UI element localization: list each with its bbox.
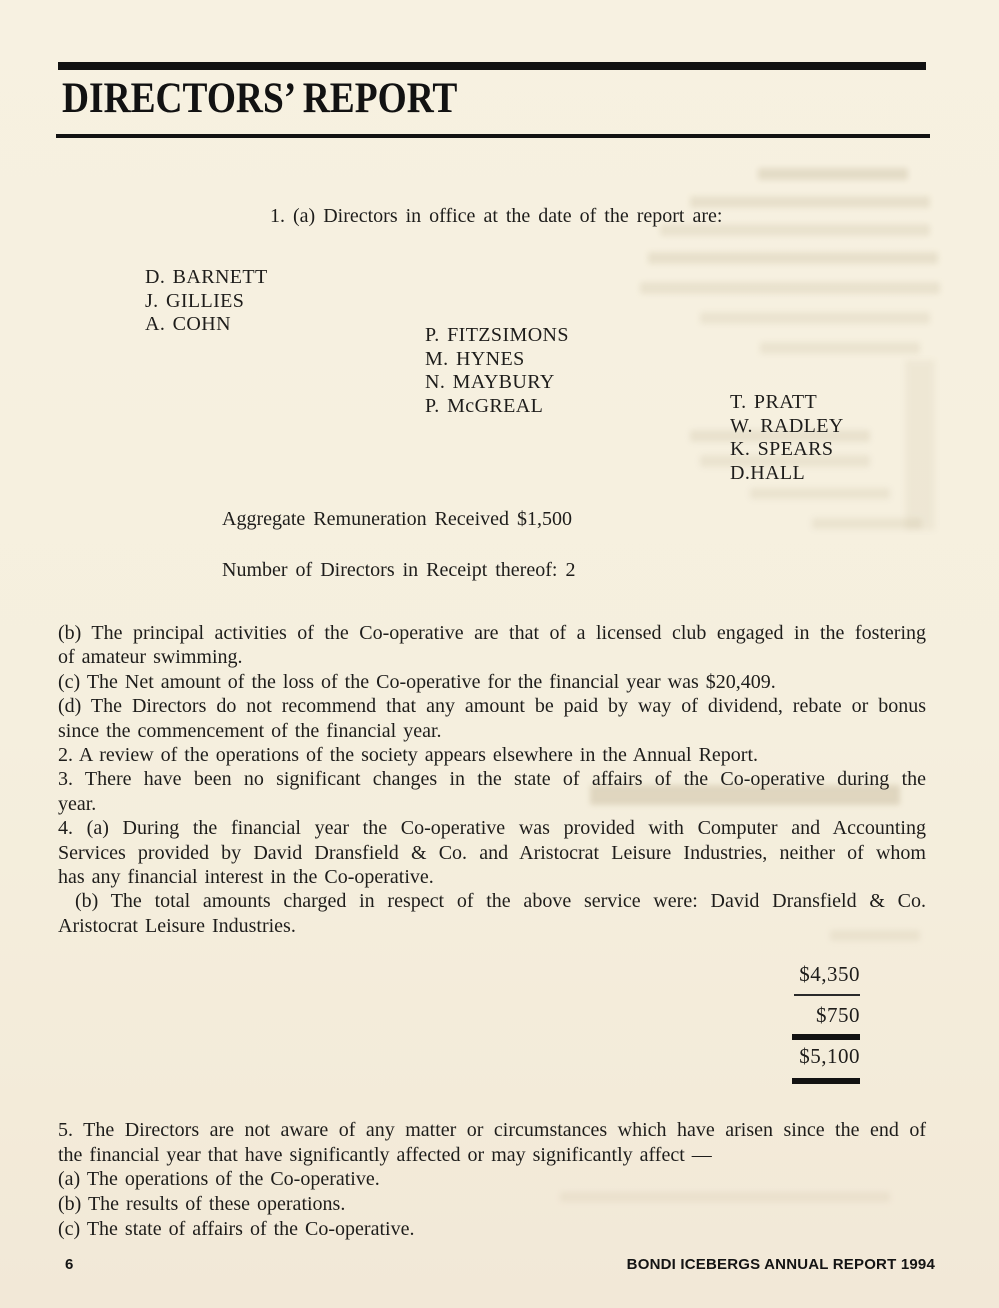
- director-name: M. HYNES: [425, 347, 525, 370]
- body-line: Services provided by David Dransfield & Co. and Aristocrat Leisure Industries, neither of whom: [58, 841, 926, 864]
- directors-in-office-line: 1. (a) Directors in office at the date of the report are:: [270, 205, 723, 227]
- body-line: of amateur swimming.: [58, 646, 243, 669]
- body-line: has any financial interest in the Co-operative.: [58, 866, 434, 889]
- director-name: N. MAYBURY: [425, 371, 555, 394]
- directors-column-3: [730, 391, 844, 485]
- bleed-through-artifact: [760, 342, 920, 354]
- amount-aristocrat: $750: [816, 1003, 860, 1027]
- director-name: J. GILLIES: [145, 289, 245, 312]
- body-line: 2. A review of the operations of the society appears elsewhere in the Annual Report.: [58, 744, 759, 767]
- bleed-through-artifact: [640, 282, 940, 294]
- director-name: K. SPEARS: [730, 438, 834, 461]
- body-line: year.: [58, 792, 97, 815]
- director-name: A. COHN: [145, 313, 231, 336]
- subtotal-rule: [792, 1034, 860, 1040]
- report-name: BONDI ICEBERGS ANNUAL REPORT 1994: [626, 1256, 935, 1273]
- amount-separator-rule: [794, 994, 860, 996]
- title-underline-rule: [56, 134, 930, 138]
- page-footer: [0, 1256, 999, 1278]
- amount-total: $5,100: [799, 1044, 860, 1068]
- section-5-line: 5. The Directors are not aware of any matter or circumstances which have arisen since the end of: [58, 1119, 926, 1141]
- body-line: Aristocrat Leisure Industries.: [58, 914, 296, 937]
- section-5: [58, 1118, 926, 1242]
- aggregate-remuneration-line: Aggregate Remuneration Received $1,500: [222, 508, 572, 530]
- top-rule: [58, 62, 926, 70]
- body-line: 3. There have been no significant changes in the state of affairs of the Co-operative during the: [58, 768, 926, 791]
- bleed-through-artifact: [905, 360, 935, 530]
- page-title: DIRECTORS’ REPORT: [62, 75, 458, 122]
- directors-column-2: [425, 324, 569, 418]
- bleed-through-artifact: [700, 312, 930, 324]
- total-rule: [792, 1078, 860, 1084]
- section-5-line: (c) The state of affairs of the Co-operative.: [58, 1217, 415, 1240]
- body-line: (b) The principal activities of the Co-operative are that of a licensed club engaged in the fostering: [58, 622, 926, 644]
- bleed-through-artifact: [758, 168, 908, 180]
- bleed-through-artifact: [690, 196, 930, 208]
- report-body: [58, 621, 926, 938]
- director-name: D.HALL: [730, 461, 806, 484]
- body-line: (d) The Directors do not recommend that any amount be paid by way of dividend, rebate or bonus: [58, 695, 926, 718]
- director-name: D. BARNETT: [145, 266, 268, 288]
- bleed-through-artifact: [648, 252, 938, 264]
- section-5-line: (b) The results of these operations.: [58, 1193, 346, 1216]
- director-name: W. RADLEY: [730, 414, 844, 437]
- section-5-line: (a) The operations of the Co-operative.: [58, 1168, 380, 1191]
- directors-receipt-line: Number of Directors in Receipt thereof: 2: [222, 559, 576, 581]
- body-line: since the commencement of the financial year.: [58, 719, 442, 742]
- page-number: 6: [65, 1256, 74, 1273]
- body-line: (b) The total amounts charged in respect of the above service were: David Dransfield & Co.: [75, 890, 926, 913]
- section-5-line: the financial year that have significantly affected or may significantly affect —: [58, 1143, 712, 1166]
- bleed-through-artifact: [750, 488, 890, 499]
- service-charges-amounts: [720, 962, 860, 1084]
- body-line: (c) The Net amount of the loss of the Co-operative for the financial year was $20,409.: [58, 670, 776, 693]
- directors-column-1: [145, 266, 268, 337]
- director-name: T. PRATT: [730, 391, 818, 413]
- amount-dransfield: $4,350: [799, 962, 860, 986]
- director-name: P. FITZSIMONS: [425, 324, 569, 346]
- director-name: P. McGREAL: [425, 394, 544, 417]
- body-line: 4. (a) During the financial year the Co-operative was provided with Computer and Accounting: [58, 817, 926, 840]
